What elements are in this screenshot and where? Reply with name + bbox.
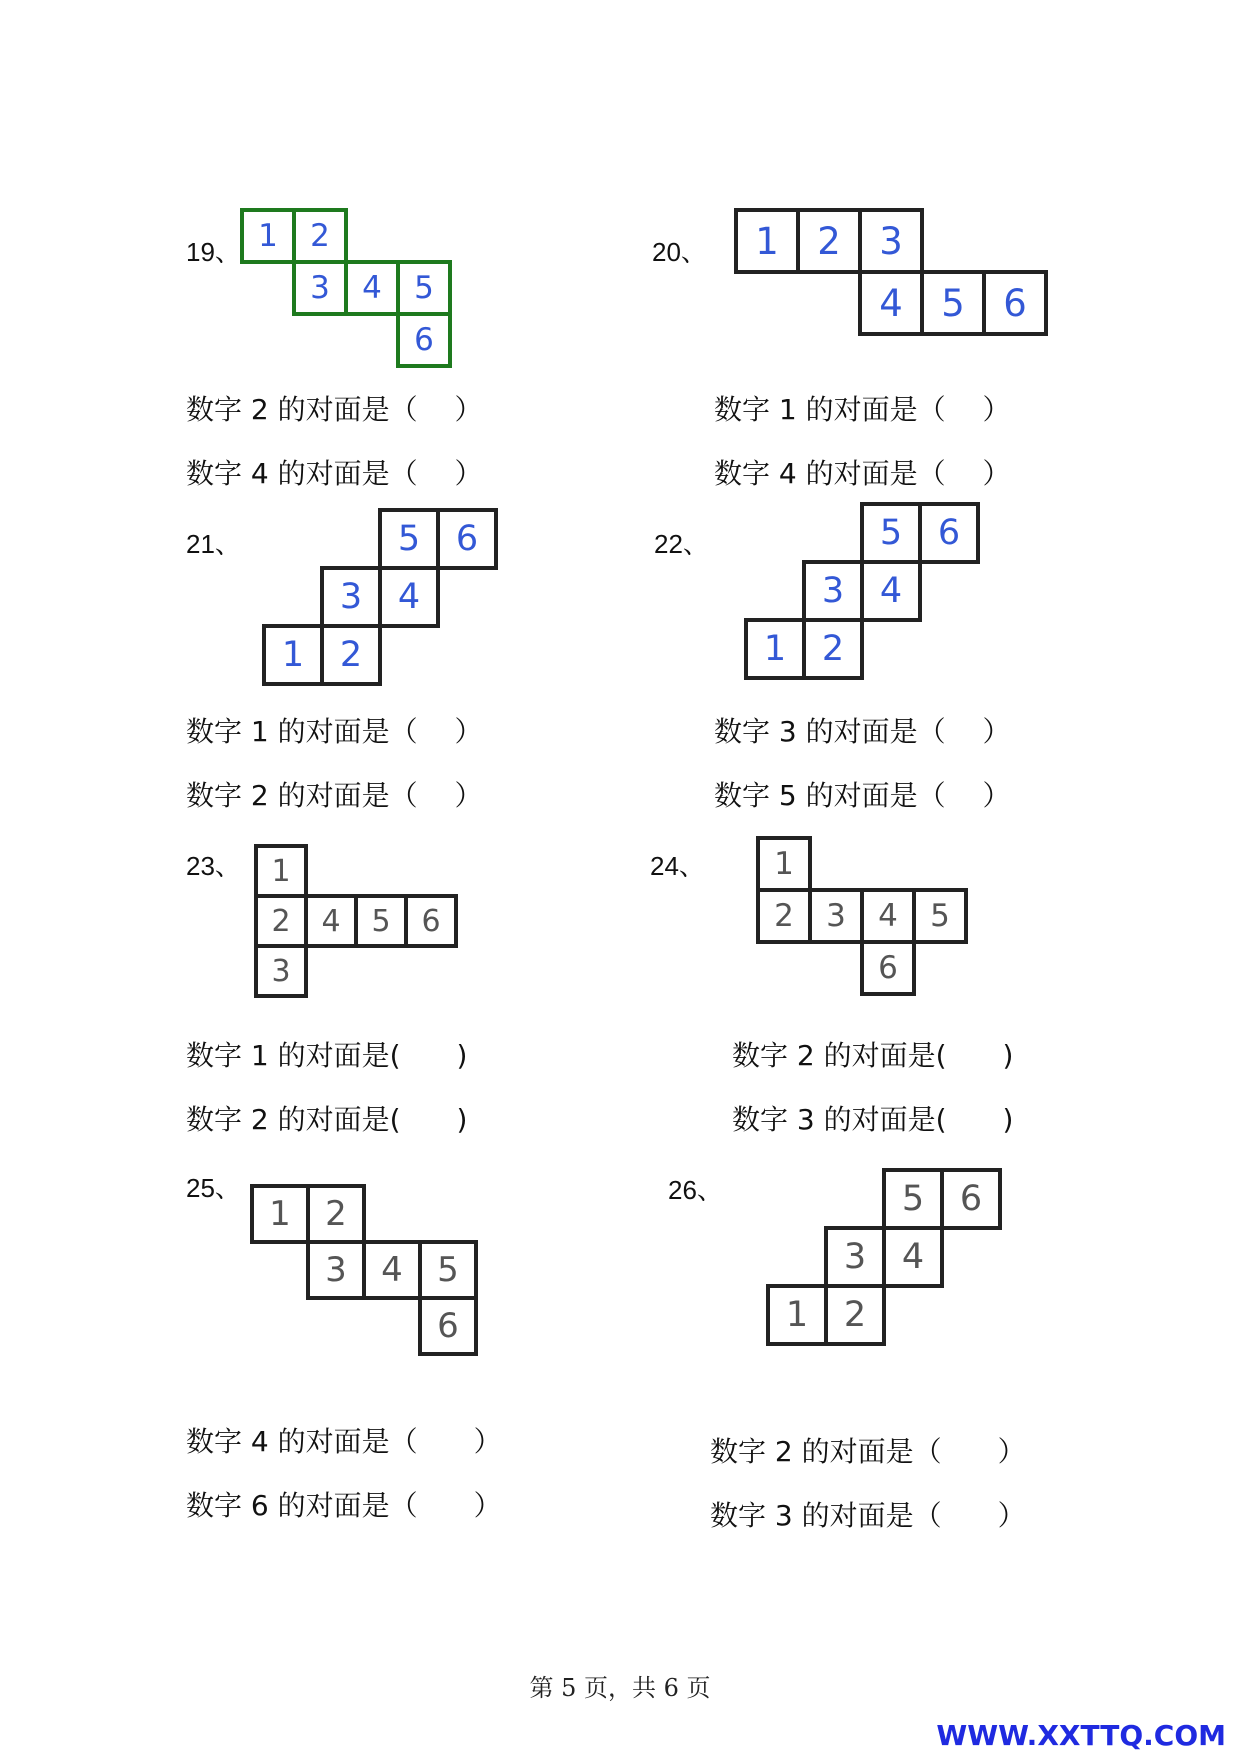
net-cell-3: 3 <box>306 1240 366 1300</box>
net-cell-1: 1 <box>250 1184 310 1244</box>
net-cell-6: 6 <box>436 508 498 570</box>
net-cell-5: 5 <box>920 270 986 336</box>
net-cell-3: 3 <box>858 208 924 274</box>
problem-number: 22、 <box>654 529 709 559</box>
net-cell-1: 1 <box>756 836 812 892</box>
net-cell-4: 4 <box>858 270 924 336</box>
cube-net <box>766 1168 1002 1346</box>
net-cell-1: 1 <box>240 208 296 264</box>
net-cell-5: 5 <box>378 508 440 570</box>
net-cell-5: 5 <box>396 260 452 316</box>
net-cell-6: 6 <box>982 270 1048 336</box>
net-cell-3: 3 <box>254 944 308 998</box>
net-cell-6: 6 <box>918 502 980 564</box>
question-text: 数字 1 的对面是（ ） <box>714 393 1011 426</box>
page-footer: 第 5 页，共 6 页 <box>529 1674 711 1702</box>
net-cell-3: 3 <box>808 888 864 944</box>
question-text: 数字 2 的对面是（ ） <box>186 393 483 426</box>
net-cell-3: 3 <box>320 566 382 628</box>
net-cell-3: 3 <box>292 260 348 316</box>
question-text: 数字 2 的对面是( ) <box>186 1103 468 1136</box>
net-cell-2: 2 <box>796 208 862 274</box>
net-cell-1: 1 <box>766 1284 828 1346</box>
problem-number: 26、 <box>668 1175 723 1205</box>
net-cell-2: 2 <box>306 1184 366 1244</box>
net-cell-6: 6 <box>396 312 452 368</box>
net-cell-6: 6 <box>860 940 916 996</box>
net-cell-1: 1 <box>734 208 800 274</box>
question-text: 数字 6 的对面是（ ） <box>186 1489 502 1522</box>
cube-net <box>254 844 458 998</box>
net-cell-5: 5 <box>912 888 968 944</box>
problem-number: 25、 <box>186 1173 241 1203</box>
net-cell-1: 1 <box>254 844 308 898</box>
cube-net <box>744 502 980 680</box>
net-cell-4: 4 <box>344 260 400 316</box>
net-cell-4: 4 <box>304 894 358 948</box>
net-cell-4: 4 <box>882 1226 944 1288</box>
net-cell-5: 5 <box>354 894 408 948</box>
net-cell-5: 5 <box>418 1240 478 1300</box>
problem-number: 19、 <box>186 237 241 267</box>
question-text: 数字 4 的对面是（ ） <box>714 457 1011 490</box>
net-cell-4: 4 <box>378 566 440 628</box>
net-cell-2: 2 <box>824 1284 886 1346</box>
problem-number: 24、 <box>650 851 705 881</box>
net-cell-2: 2 <box>802 618 864 680</box>
net-cell-6: 6 <box>404 894 458 948</box>
question-text: 数字 4 的对面是（ ） <box>186 457 483 490</box>
net-cell-3: 3 <box>824 1226 886 1288</box>
cube-net <box>240 208 452 368</box>
net-cell-3: 3 <box>802 560 864 622</box>
net-cell-1: 1 <box>262 624 324 686</box>
problem-number: 21、 <box>186 529 241 559</box>
cube-net <box>250 1184 478 1356</box>
net-cell-6: 6 <box>940 1168 1002 1230</box>
question-text: 数字 2 的对面是（ ） <box>710 1435 1026 1468</box>
net-cell-4: 4 <box>362 1240 422 1300</box>
question-text: 数字 1 的对面是（ ） <box>186 715 483 748</box>
question-text: 数字 2 的对面是（ ） <box>186 779 483 812</box>
net-cell-1: 1 <box>744 618 806 680</box>
net-cell-5: 5 <box>882 1168 944 1230</box>
question-text: 数字 1 的对面是( ) <box>186 1039 468 1072</box>
site-watermark: WWW.XXTTQ.COM <box>936 1719 1226 1752</box>
cube-net <box>734 208 1048 336</box>
net-cell-4: 4 <box>860 560 922 622</box>
question-text: 数字 4 的对面是（ ） <box>186 1425 502 1458</box>
cube-net <box>262 508 498 686</box>
problem-number: 20、 <box>652 237 707 267</box>
problem-number: 23、 <box>186 851 241 881</box>
net-cell-2: 2 <box>292 208 348 264</box>
cube-net <box>756 836 968 996</box>
net-cell-2: 2 <box>254 894 308 948</box>
net-cell-2: 2 <box>320 624 382 686</box>
question-text: 数字 5 的对面是（ ） <box>714 779 1011 812</box>
question-text: 数字 3 的对面是( ) <box>732 1103 1014 1136</box>
net-cell-2: 2 <box>756 888 812 944</box>
question-text: 数字 3 的对面是（ ） <box>710 1499 1026 1532</box>
question-text: 数字 3 的对面是（ ） <box>714 715 1011 748</box>
net-cell-5: 5 <box>860 502 922 564</box>
net-cell-4: 4 <box>860 888 916 944</box>
question-text: 数字 2 的对面是( ) <box>732 1039 1014 1072</box>
net-cell-6: 6 <box>418 1296 478 1356</box>
